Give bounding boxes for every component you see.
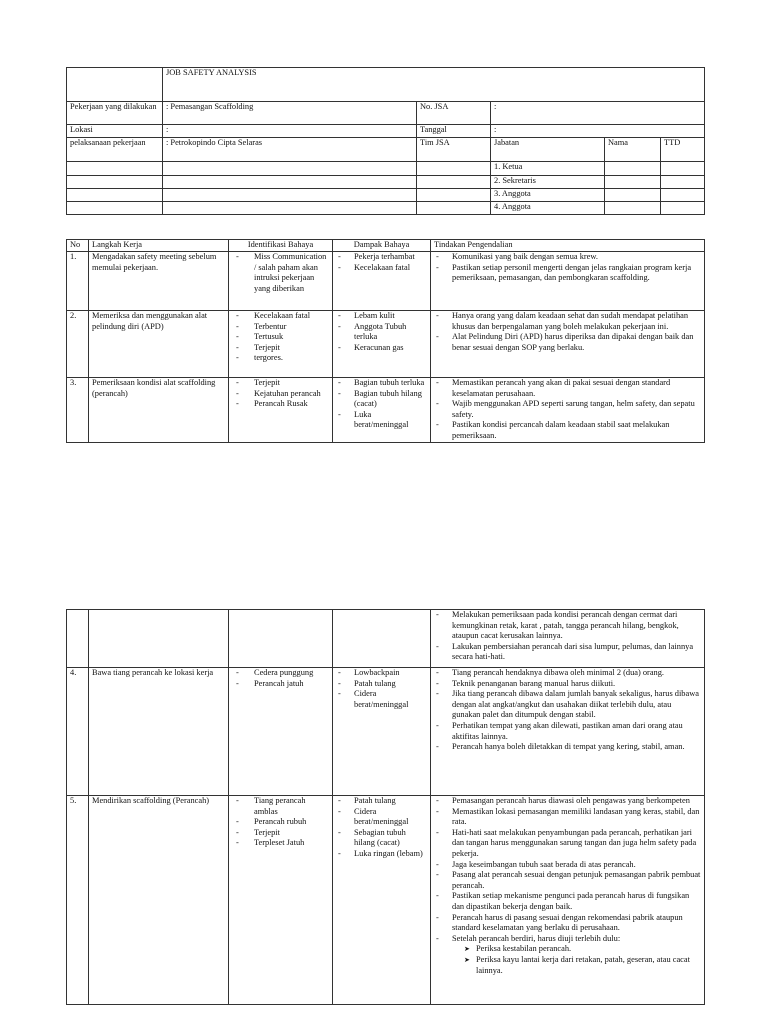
role-ketua: 1. Ketua [491,162,605,176]
control-item: - Pasang alat perancah sesuai dengan petunjuk pemasangan pabrik pembuat perancah. [434,870,701,891]
hazard-item: - Terbentur [232,322,329,333]
hazard-item: - Tertusuk [232,332,329,343]
hazard-item: - Kejatuhan perancah [232,389,329,400]
impact-item: - Lebam kulit [336,311,427,322]
table-row [67,796,705,1005]
role-sekretaris: 2. Sekretaris [491,176,605,189]
step-no: 5. [67,796,89,1005]
hazard-list [232,668,329,689]
impact-list [336,668,427,710]
team-row [67,189,705,202]
col-identifikasi: Identifikasi Bahaya [229,240,333,252]
nama-header: Nama [605,138,661,162]
subcheck-item: ➤ Periksa kestabilan perancah. [464,944,701,955]
hazard-list [232,252,329,294]
hazard-list [232,311,329,364]
team-row [67,162,705,176]
control-list [434,796,701,944]
hazard-item: - tergores. [232,353,329,364]
pekerjaan-value: : Pemasangan Scaffolding [163,102,417,125]
impact-item: - Anggota Tubuh terluka [336,322,427,343]
subcheck-list [434,944,701,976]
hazard-list [232,378,329,410]
hazard-list [232,796,329,849]
impact-item: - Sebagian tubuh hilang (cacat) [336,828,427,849]
ttd-header: TTD [661,138,705,162]
hazard-item: - Terjepit [232,343,329,354]
col-dampak: Dampak Bahaya [333,240,431,252]
lokasi-value: : [163,125,417,138]
impact-list [336,252,427,273]
document-title: JOB SAFETY ANALYSIS [163,68,705,102]
control-item: - Perancah harus di pasang sesuai dengan rekomendasi pabrik ataupun standard keselamatan yang berlaku di perusahaan. [434,913,701,934]
role-anggota-1: 3. Anggota [491,189,605,202]
team-row [67,176,705,189]
subcheck-item: ➤ Periksa kayu lantai kerja dari retakan, patah, geseran, atau cacat lainnya. [464,955,701,976]
control-list [434,311,701,353]
impact-list [336,796,427,860]
control-item: - Pastikan setiap mekanisme pengunci pada perancah harus di fungsikan dan dipastikan bekerja dengan baik. [434,891,701,912]
control-item: - Pemasangan perancah harus diawasi oleh pengawas yang berkompeten [434,796,701,807]
control-item: - Perancah hanya boleh diletakkan di tempat yang kering, stabil, aman. [434,742,701,753]
control-list [434,668,701,753]
control-list [434,378,701,442]
control-item: - Jaga keseimbangan tubuh saat berada di atas perancah. [434,860,701,871]
control-item: - Setelah perancah berdiri, harus diuji terlebih dulu: [434,934,701,945]
control-item: - Hanya orang yang dalam keadaan sehat dan sudah mendapat pelatihan khusus dan berpengalaman yang boleh melakukan pekerjaan ini. [434,311,701,332]
col-tindakan: Tindakan Pengendalian [431,240,705,252]
pekerjaan-label: Pekerjaan yang dilakukan [67,102,163,125]
impact-item: - Pekerja terhambat [336,252,427,263]
hazard-item: - Miss Communication / salah paham akan intruksi pekerjaan yang diberikan [232,252,329,294]
table-row [67,610,705,668]
impact-item: - Lowbackpain [336,668,427,679]
impact-item: - Kecelakaan fatal [336,263,427,274]
pelaksanaan-label: pelaksanaan pekerjaan [67,138,163,162]
step-langkah: Mengadakan safety meeting sebelum memulai pekerjaan. [89,252,229,311]
table-row [67,668,705,796]
hazard-item: - Tiang perancah amblas [232,796,329,817]
control-item: - Tiang perancah hendaknya dibawa oleh minimal 2 (dua) orang. [434,668,701,679]
impact-item: - Luka berat/meninggal [336,410,427,431]
jsa-header-table [66,67,705,215]
no-jsa-value: : [491,102,705,125]
hazard-item: - Perancah rubuh [232,817,329,828]
hazard-item: - Perancah jatuh [232,679,329,690]
tanggal-value: : [491,125,705,138]
step-langkah: Memeriksa dan menggunakan alat pelindung diri (APD) [89,311,229,378]
jabatan-header: Jabatan [491,138,605,162]
team-row [67,202,705,215]
impact-list [336,311,427,353]
control-item: - Memastikan perancah yang akan di pakai sesuai dengan standard keselamatan perusahaan. [434,378,701,399]
tanggal-label: Tanggal [417,125,491,138]
impact-item: - Bagian tubuh hilang (cacat) [336,389,427,410]
hazard-item: - Perancah Rusak [232,399,329,410]
hazard-item: - Terpleset Jatuh [232,838,329,849]
control-item: - Hati-hati saat melakukan penyambungan pada perancah, perhatikan jari dan tangan harus menggunakan sarung tangan dan juga helm safety pada pekerja. [434,828,701,860]
hazard-item: - Terjepit [232,378,329,389]
jsa-steps-table [66,239,705,443]
header-blank-cell [67,68,163,102]
control-list [434,252,701,284]
tim-jsa-label: Tim JSA [417,138,491,162]
hazard-item: - Cedera punggung [232,668,329,679]
control-item: - Komunikasi yang baik dengan semua krew. [434,252,701,263]
step-no: 4. [67,668,89,796]
control-item: - Memastikan lokasi pemasangan memiliki landasan yang keras, stabil, dan rata. [434,807,701,828]
table-row [67,311,705,378]
role-anggota-2: 4. Anggota [491,202,605,215]
col-langkah: Langkah Kerja [89,240,229,252]
impact-item: - Bagian tubuh terluka [336,378,427,389]
step-langkah: Bawa tiang perancah ke lokasi kerja [89,668,229,796]
control-list [434,610,701,663]
control-item: - Teknik penanganan barang manual harus diikuti. [434,679,701,690]
table-row [67,252,705,311]
step-no: 3. [67,378,89,443]
impact-item: - Cidera berat/meninggal [336,807,427,828]
control-item: - Lakukan pembersiahan perancah dari sisa lumpur, pelumas, dan lainnya secara hati-hati. [434,642,701,663]
impact-item: - Cidera berat/meninggal [336,689,427,710]
step-no: 1. [67,252,89,311]
step-langkah: Pemeriksaan kondisi alat scaffolding (perancah) [89,378,229,443]
step-no: 2. [67,311,89,378]
control-item: - Alat Pelindung Diri (APD) harus diperiksa dan dipakai dengan baik dan benar sesuai dengan SOP yang berlaku. [434,332,701,353]
impact-item: - Patah tulang [336,679,427,690]
lokasi-label: Lokasi [67,125,163,138]
hazard-item: - Kecelakaan fatal [232,311,329,322]
steps-header-row [67,240,705,252]
hazard-item: - Terjepit [232,828,329,839]
control-item: - Jika tiang perancah dibawa dalam jumlah banyak sekaligus, harus dibawa dengan alat angkat/angkut dan usahakan diikat terlebih dulu, atau gunakan palet dan ditumpuk dengan stabil. [434,689,701,721]
control-item: - Melakukan pemeriksaan pada kondisi perancah dengan cermat dari kemungkinan retak, karat , patah, tangga perancah hilang, bengkok, ataupun cacat kerusakan lainnya. [434,610,701,642]
impact-item: - Patah tulang [336,796,427,807]
control-item: - Wajib menggunakan APD seperti sarung tangan, helm safety, dan sepatu safety. [434,399,701,420]
no-jsa-label: No. JSA [417,102,491,125]
pelaksanaan-value: : Petrokopindo Cipta Selaras [163,138,417,162]
impact-item: - Luka ringan (lebam) [336,849,427,860]
control-item: - Perhatikan tempat yang akan dilewati, pastikan aman dari orang atau aktifitas lainnya. [434,721,701,742]
impact-list [336,378,427,431]
jsa-continuation-table [66,609,705,1005]
table-row [67,378,705,443]
control-item: - Pastikan kondisi percancah dalam keadaan stabil saat melakukan pemeriksaan. [434,420,701,441]
step-langkah: Mendirikan scaffolding (Perancah) [89,796,229,1005]
col-no: No [67,240,89,252]
control-item: - Pastikan setiap personil mengerti dengan jelas rangkaian program kerja pemeriksaan, pemasangan, dan pembongkaran scaffolding. [434,263,701,284]
impact-item: - Keracunan gas [336,343,427,354]
